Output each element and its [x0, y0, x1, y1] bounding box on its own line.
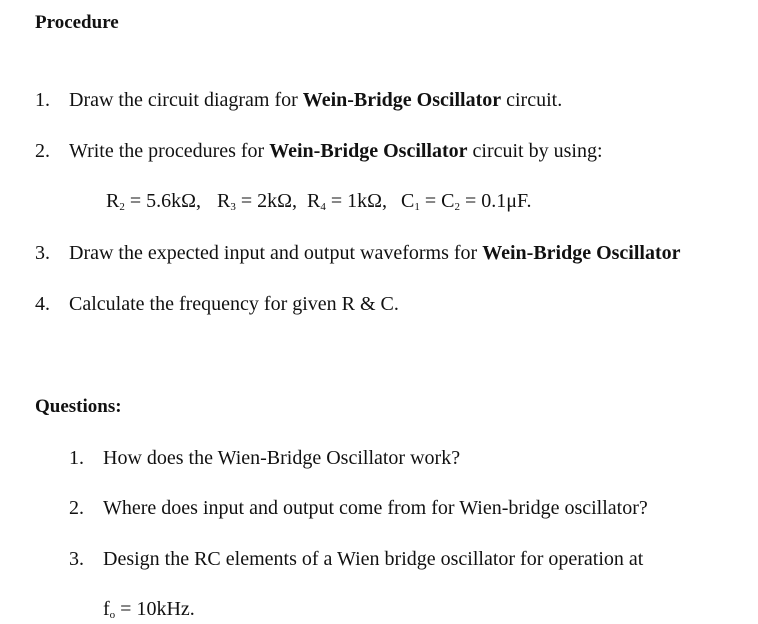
symbol: R	[217, 190, 231, 212]
question-item-text: How does the Wien-Bridge Oscillator work?	[103, 447, 461, 469]
procedure-item-text	[69, 88, 562, 112]
procedure-item-text	[69, 241, 681, 265]
symbol: R	[307, 190, 321, 212]
symbol: f	[103, 598, 110, 620]
value: =	[419, 190, 442, 212]
procedure-item-text	[69, 139, 603, 163]
procedure-item-number: 1.	[35, 89, 50, 111]
component-values	[106, 189, 532, 213]
question-item-number: 3.	[69, 548, 84, 570]
subscript: 4	[320, 201, 326, 213]
question-item-text: Design the RC elements of a Wien bridge oscillator for operation at	[103, 548, 644, 570]
value: = 0.1μF.	[459, 190, 532, 212]
symbol: R	[106, 190, 120, 212]
question-item-number: 1.	[69, 447, 84, 469]
value: = 5.6kΩ,	[124, 190, 201, 212]
component-c1	[401, 190, 441, 212]
text-bold: Wein-Bridge Oscillator	[302, 89, 502, 111]
subscript: 3	[230, 201, 236, 213]
value: = 10kHz.	[115, 598, 195, 620]
component-r2	[106, 190, 201, 212]
questions-heading: Questions:	[35, 396, 122, 417]
component-r4	[307, 190, 387, 212]
value: = 1kΩ,	[325, 190, 387, 212]
procedure-item-text	[69, 292, 399, 316]
subscript: 2	[454, 201, 460, 213]
component-r3	[217, 190, 297, 212]
text-bold: Wein-Bridge Oscillator	[269, 140, 468, 162]
text-post: circuit by using:	[467, 140, 603, 162]
question-item-number: 2.	[69, 497, 84, 519]
text-bold: Wein-Bridge Oscillator	[482, 242, 681, 264]
procedure-item-number: 2.	[35, 140, 50, 162]
question-item-text: Where does input and output come from for Wien-bridge oscillator?	[103, 497, 648, 519]
procedure-item-number: 3.	[35, 242, 50, 264]
procedure-item-number: 4.	[35, 293, 50, 315]
symbol: C	[441, 190, 455, 212]
text-pre: Calculate the frequency for given R & C.	[69, 293, 399, 315]
text-post: circuit.	[501, 89, 563, 111]
component-c2	[441, 190, 531, 212]
text-pre: Draw the expected input and output waveforms for	[69, 242, 483, 264]
subscript: 1	[414, 201, 420, 213]
subscript: 2	[119, 201, 125, 213]
operating-frequency	[103, 597, 195, 621]
text-pre: Write the procedures for	[69, 140, 270, 162]
text-pre: Draw the circuit diagram for	[69, 89, 303, 111]
symbol: C	[401, 190, 415, 212]
procedure-heading: Procedure	[35, 12, 119, 33]
value: = 2kΩ,	[235, 190, 297, 212]
subscript: o	[109, 609, 116, 621]
